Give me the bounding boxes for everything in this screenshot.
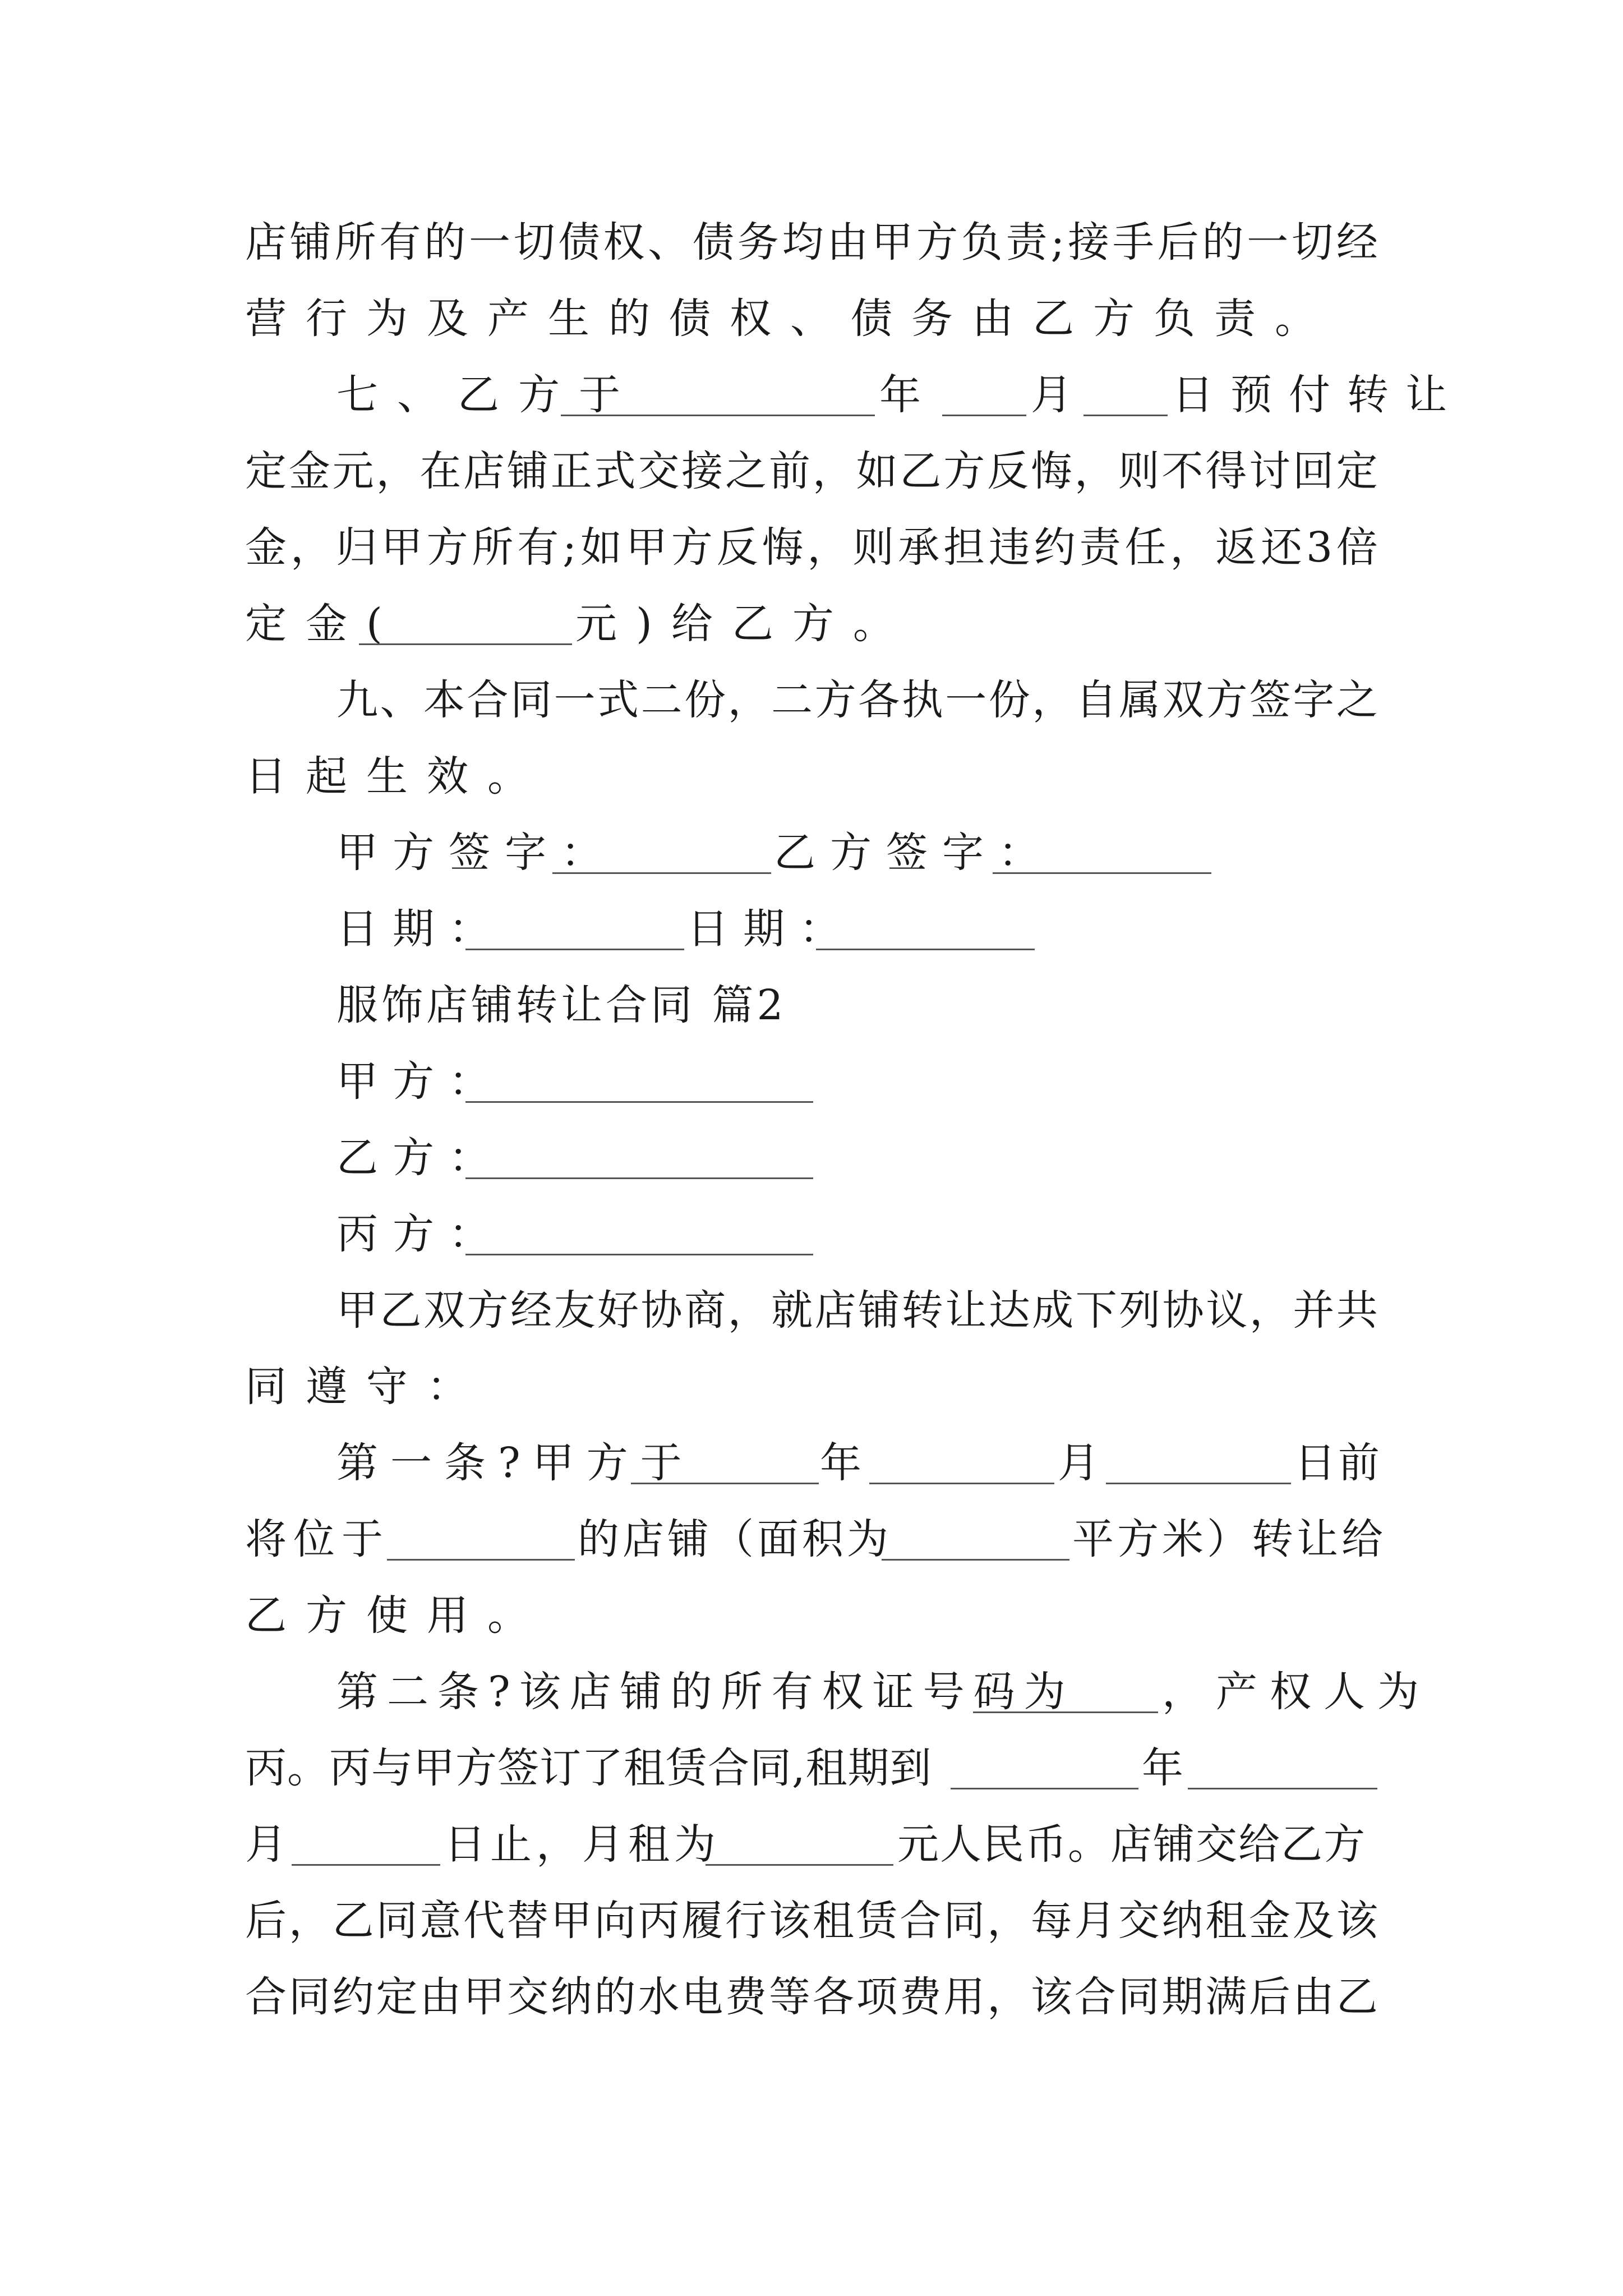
text-glyph: ， — [1249, 1286, 1291, 1335]
line-text: 第二条?该店铺的所有权证号码为 — [336, 1668, 1075, 1716]
text-glyph: 店 — [463, 447, 505, 495]
text-glyph: ， — [1074, 447, 1116, 495]
text-glyph: 赁 — [856, 1897, 898, 1945]
paragraph-line — [0, 1887, 1623, 1954]
text-glyph: 该 — [1336, 1897, 1378, 1945]
text-glyph: 债 — [558, 218, 600, 266]
text-glyph: 行 — [725, 1897, 767, 1945]
text-glyph: 有 — [379, 218, 421, 266]
text-glyph: 责 — [1006, 218, 1048, 266]
text-glyph: 反 — [716, 523, 758, 572]
text-glyph: 电 — [681, 1973, 723, 2021]
text-glyph: 二 — [640, 676, 683, 724]
fill-blank[interactable] — [292, 1798, 440, 1866]
text-glyph: 店 — [245, 218, 287, 266]
party-a-label: 甲方： — [336, 1057, 505, 1106]
text-glyph: 月 — [1074, 1897, 1116, 1945]
text-glyph: 接 — [1068, 218, 1110, 266]
text-glyph: ， — [290, 523, 332, 572]
date-line — [0, 895, 1623, 963]
text-glyph: 方 — [916, 218, 958, 266]
fill-blank[interactable] — [1106, 1417, 1291, 1484]
text-glyph: 后 — [1249, 1973, 1291, 2021]
fill-blank[interactable] — [706, 1798, 893, 1866]
party-b-signature-label: 乙方签字： — [774, 829, 1054, 877]
text-glyph: 铺 — [289, 218, 331, 266]
text-glyph: 、 — [380, 676, 422, 724]
text-glyph: 务 — [737, 218, 779, 266]
line-text: 月 — [245, 1820, 287, 1869]
text-glyph: 一 — [554, 676, 596, 724]
text-glyph: 方 — [426, 523, 468, 572]
paragraph-line — [0, 743, 1623, 810]
text-glyph: 同 — [510, 676, 552, 724]
text-glyph: 铺 — [506, 447, 548, 495]
line-text: 日预付转让 — [1172, 371, 1464, 419]
text-glyph: 乙 — [380, 1286, 422, 1335]
text-glyph: 一 — [945, 676, 987, 724]
fill-blank[interactable] — [951, 1722, 1138, 1789]
text-glyph: 甲 — [625, 523, 667, 572]
text-glyph: 交 — [638, 447, 680, 495]
text-glyph: 的 — [1202, 218, 1244, 266]
justified-text — [245, 209, 1378, 276]
text-glyph: 共 — [1336, 1286, 1378, 1335]
fill-blank[interactable] — [1083, 349, 1168, 416]
party-line — [0, 1048, 1623, 1115]
text-glyph: 承 — [898, 523, 940, 572]
text-glyph: 乙 — [1336, 1973, 1378, 2021]
clause-line — [0, 1506, 1623, 1573]
text-glyph: 权 — [603, 218, 645, 266]
text-glyph: 返 — [1215, 523, 1257, 572]
text-glyph: 经 — [1336, 218, 1378, 266]
text-glyph: 同 — [1118, 1973, 1160, 2021]
text-glyph: 约 — [1034, 523, 1076, 572]
paragraph-line — [0, 666, 1623, 734]
text-glyph: 之 — [1336, 676, 1378, 724]
justified-text — [245, 1963, 1378, 2031]
text-glyph: 归 — [335, 523, 377, 572]
text-glyph: 接 — [681, 447, 723, 495]
text-glyph: 方 — [814, 676, 856, 724]
text-glyph: 方 — [671, 523, 713, 572]
text-glyph: ， — [376, 447, 418, 495]
text-glyph: 协 — [1162, 1286, 1204, 1335]
line-text: 乙方使用。 — [245, 1591, 548, 1640]
party-c-blank[interactable] — [465, 1188, 813, 1255]
text-glyph: 各 — [858, 676, 900, 724]
text-glyph: 自 — [1075, 676, 1117, 724]
text-glyph: 式 — [594, 447, 636, 495]
text-glyph: 由 — [827, 218, 869, 266]
text-glyph: 成 — [1032, 1286, 1074, 1335]
paragraph-line — [0, 361, 1623, 429]
text-glyph: ， — [1170, 523, 1212, 572]
text-glyph: 一 — [1247, 218, 1289, 266]
text-glyph: 商 — [684, 1286, 726, 1335]
text-glyph: 3 — [1306, 523, 1333, 572]
text-glyph: 并 — [1293, 1286, 1335, 1335]
line-text: 同遵守： — [245, 1363, 487, 1411]
text-glyph: 满 — [1205, 1973, 1247, 2021]
party-b-signature-blank[interactable] — [993, 807, 1211, 874]
text-glyph: ， — [1032, 676, 1074, 724]
text-glyph: ， — [987, 1897, 1029, 1945]
paragraph-line — [0, 438, 1623, 505]
text-glyph: ， — [288, 1897, 330, 1945]
text-glyph: 合 — [1074, 1973, 1116, 2021]
text-glyph: 期 — [1161, 1973, 1204, 2021]
text-glyph: 式 — [597, 676, 639, 724]
text-glyph: 则 — [852, 523, 895, 572]
text-glyph: ， — [987, 1973, 1029, 2021]
text-glyph: 正 — [550, 447, 592, 495]
text-glyph: 甲 — [336, 1286, 378, 1335]
text-glyph: 任 — [1124, 523, 1166, 572]
text-glyph: 份 — [988, 676, 1030, 724]
fill-blank[interactable] — [631, 1417, 819, 1484]
line-text: 定金( — [245, 600, 402, 648]
text-glyph: 字 — [1293, 676, 1335, 724]
text-glyph: 在 — [419, 447, 462, 495]
text-glyph: 债 — [692, 218, 734, 266]
text-glyph: 定 — [245, 447, 287, 495]
text-glyph: 前 — [768, 447, 810, 495]
text-glyph: ， — [727, 676, 769, 724]
text-glyph: 定 — [376, 1973, 418, 2021]
text-glyph: 由 — [419, 1973, 462, 2021]
line-text: 的店铺（面积为 — [578, 1515, 892, 1563]
text-glyph: 有 — [517, 523, 559, 572]
party-line — [0, 1200, 1623, 1268]
text-glyph: 同 — [288, 1973, 330, 2021]
text-glyph: ， — [812, 447, 854, 495]
line-text: 将位于 — [245, 1515, 390, 1563]
paragraph-line — [0, 209, 1623, 276]
text-glyph: 的 — [594, 1973, 636, 2021]
text-glyph: 悔 — [1030, 447, 1072, 495]
text-glyph: ， — [807, 523, 849, 572]
text-glyph: 属 — [1119, 676, 1161, 724]
paragraph-line — [0, 590, 1623, 657]
text-glyph: 如 — [856, 447, 898, 495]
line-text: ，产权人为 — [1162, 1668, 1431, 1716]
paragraph-line — [0, 285, 1623, 352]
text-glyph: 由 — [1292, 1973, 1334, 2021]
text-glyph: 费 — [725, 1973, 767, 2021]
fill-blank[interactable] — [973, 1646, 1158, 1713]
text-glyph: ， — [727, 1286, 769, 1335]
text-glyph: 执 — [901, 676, 943, 724]
text-glyph: 等 — [768, 1973, 810, 2021]
text-glyph: 切 — [1292, 218, 1334, 266]
text-glyph: 替 — [506, 1897, 548, 1945]
party-b-blank[interactable] — [465, 1112, 813, 1179]
text-glyph: 店 — [814, 1286, 856, 1335]
text-glyph: 均 — [782, 218, 824, 266]
justified-text — [245, 1887, 1378, 1954]
text-glyph: 签 — [1249, 676, 1291, 724]
text-glyph: 金 — [288, 447, 330, 495]
text-glyph: 好 — [597, 1286, 639, 1335]
party-a-blank[interactable] — [465, 1036, 813, 1103]
text-glyph: 还 — [1261, 523, 1303, 572]
party-c-label: 丙方： — [336, 1210, 505, 1258]
text-glyph: 责 — [1079, 523, 1121, 572]
line-text: 元)给乙方。 — [575, 600, 914, 648]
party-a-signature-blank[interactable] — [552, 807, 771, 874]
text-glyph: 纳 — [550, 1973, 592, 2021]
line-text: 日起生效。 — [245, 752, 548, 800]
clause-line — [0, 1658, 1623, 1726]
text-glyph: 回 — [1292, 447, 1334, 495]
text-glyph: 甲 — [872, 218, 914, 266]
text-glyph: 及 — [1292, 1897, 1334, 1945]
text-glyph: 议 — [1206, 1286, 1248, 1335]
line-text: 七、乙方于 — [336, 371, 639, 419]
text-glyph: 的 — [424, 218, 466, 266]
text-glyph: 下 — [1075, 1286, 1117, 1335]
line-text: 年 — [820, 1439, 861, 1487]
text-glyph: 纳 — [1161, 1897, 1204, 1945]
text-glyph: 不 — [1161, 447, 1204, 495]
date-blank[interactable] — [465, 883, 684, 950]
justified-text — [245, 514, 1378, 581]
paragraph-line — [0, 1963, 1623, 2031]
text-glyph: 所 — [334, 218, 376, 266]
text-glyph: 租 — [812, 1897, 854, 1945]
line-text: 日前 — [1294, 1439, 1382, 1487]
text-glyph: 得 — [1205, 447, 1247, 495]
date-label: 日期： — [687, 905, 855, 953]
fill-blank[interactable] — [561, 349, 875, 416]
text-glyph: 水 — [638, 1973, 680, 2021]
text-glyph: 经 — [510, 1286, 552, 1335]
text-glyph: 甲 — [463, 1973, 505, 2021]
clause-line — [0, 1734, 1623, 1802]
text-glyph: 铺 — [858, 1286, 900, 1335]
line-text: 平方米）转让给 — [1072, 1515, 1386, 1563]
text-glyph: 双 — [1162, 676, 1204, 724]
text-glyph: 违 — [988, 523, 1030, 572]
text-glyph: 如 — [580, 523, 622, 572]
section-title: 服饰店铺转让合同 篇2 — [336, 981, 787, 1029]
text-glyph: 双 — [423, 1286, 465, 1335]
fill-blank[interactable] — [359, 578, 572, 645]
text-glyph: 向 — [594, 1897, 636, 1945]
party-a-signature-label: 甲方签字： — [336, 829, 617, 877]
text-glyph: 担 — [943, 523, 985, 572]
text-glyph: 各 — [812, 1973, 854, 2021]
text-glyph: 方 — [943, 447, 985, 495]
paragraph-line — [0, 1277, 1623, 1344]
text-glyph: 租 — [1205, 1897, 1247, 1945]
text-glyph: 本 — [423, 676, 465, 724]
text-glyph: 甲 — [381, 523, 423, 572]
text-glyph: 金 — [245, 523, 287, 572]
fill-blank[interactable] — [869, 1417, 1054, 1484]
text-glyph: 后 — [1157, 218, 1199, 266]
text-glyph: 费 — [900, 1973, 942, 2021]
text-glyph: 交 — [506, 1973, 548, 2021]
text-glyph: 就 — [771, 1286, 813, 1335]
text-glyph: 元 — [332, 447, 374, 495]
party-b-label: 乙方： — [336, 1134, 505, 1182]
text-glyph: 同 — [376, 1897, 418, 1945]
text-glyph: 九 — [336, 676, 378, 724]
text-glyph: 定 — [1336, 447, 1378, 495]
line-text: 元人民币。店铺交给乙方 — [897, 1820, 1366, 1869]
text-glyph: 每 — [1030, 1897, 1072, 1945]
fill-blank[interactable] — [942, 349, 1026, 416]
text-glyph: 方 — [467, 1286, 509, 1335]
text-glyph: 转 — [901, 1286, 943, 1335]
justified-text — [245, 438, 1378, 505]
justified-text — [336, 666, 1378, 734]
party-line — [0, 1124, 1623, 1191]
text-glyph: 后 — [245, 1897, 287, 1945]
date-blank[interactable] — [816, 883, 1035, 950]
line-text: 第一条?甲方于 — [336, 1439, 694, 1487]
text-glyph: 合 — [245, 1973, 287, 2021]
line-text: 年 — [1142, 1744, 1183, 1792]
text-glyph: 乙 — [332, 1897, 374, 1945]
text-glyph: 意 — [419, 1897, 462, 1945]
text-glyph: 列 — [1119, 1286, 1161, 1335]
text-glyph: 项 — [856, 1973, 898, 2021]
fill-blank[interactable] — [387, 1493, 575, 1561]
text-glyph: 交 — [1118, 1897, 1160, 1945]
fill-blank[interactable] — [882, 1493, 1069, 1561]
text-glyph: 份 — [684, 676, 726, 724]
clause-line — [0, 1429, 1623, 1497]
text-glyph: 一 — [468, 218, 510, 266]
text-glyph: 该 — [768, 1897, 810, 1945]
text-glyph: 所 — [472, 523, 514, 572]
text-glyph: 代 — [463, 1897, 505, 1945]
date-label: 日期： — [336, 905, 505, 953]
text-glyph: 乙 — [900, 447, 942, 495]
text-glyph: 丙 — [638, 1897, 680, 1945]
text-glyph: 负 — [961, 218, 1003, 266]
line-text: 日止，月租为 — [444, 1820, 720, 1869]
paragraph-line — [0, 514, 1623, 581]
text-glyph: 倍 — [1336, 523, 1378, 572]
text-glyph: 合 — [467, 676, 509, 724]
text-glyph: 用 — [943, 1973, 985, 2021]
text-glyph: 合 — [900, 1897, 942, 1945]
text-glyph: 则 — [1118, 447, 1160, 495]
text-glyph: 金 — [1249, 1897, 1291, 1945]
text-glyph: 履 — [681, 1897, 723, 1945]
text-glyph: ; — [1050, 218, 1065, 266]
text-glyph: 达 — [988, 1286, 1030, 1335]
text-glyph: 、 — [648, 218, 690, 266]
clause-line — [0, 1811, 1623, 1878]
text-glyph: 悔 — [762, 523, 804, 572]
paragraph-line — [0, 1582, 1623, 1649]
text-glyph: 反 — [987, 447, 1029, 495]
paragraph-line — [0, 1353, 1623, 1420]
text-glyph: 该 — [1030, 1973, 1072, 2021]
text-glyph: 友 — [554, 1286, 596, 1335]
section-heading — [0, 972, 1623, 1039]
line-text: 月 — [1031, 371, 1072, 419]
text-glyph: 约 — [332, 1973, 374, 2021]
justified-text — [336, 1277, 1378, 1344]
fill-blank[interactable] — [1188, 1722, 1377, 1789]
text-glyph: 之 — [725, 447, 767, 495]
text-glyph: 方 — [1206, 676, 1248, 724]
text-glyph: 切 — [513, 218, 555, 266]
line-text: 月 — [1058, 1439, 1099, 1487]
line-text: 丙。丙与甲方签订了租赁合同,租期到 — [245, 1744, 932, 1792]
signature-line — [0, 819, 1623, 886]
text-glyph: 二 — [771, 676, 813, 724]
text-glyph: 讨 — [1249, 447, 1291, 495]
line-text: 营行为及产生的债权、债务由乙方负责。 — [245, 295, 1335, 343]
text-glyph: 协 — [640, 1286, 683, 1335]
text-glyph: ; — [562, 523, 577, 572]
line-text: 年 — [879, 371, 921, 419]
text-glyph: 甲 — [550, 1897, 592, 1945]
text-glyph: 让 — [945, 1286, 987, 1335]
text-glyph: 同 — [943, 1897, 985, 1945]
text-glyph: 手 — [1112, 218, 1154, 266]
